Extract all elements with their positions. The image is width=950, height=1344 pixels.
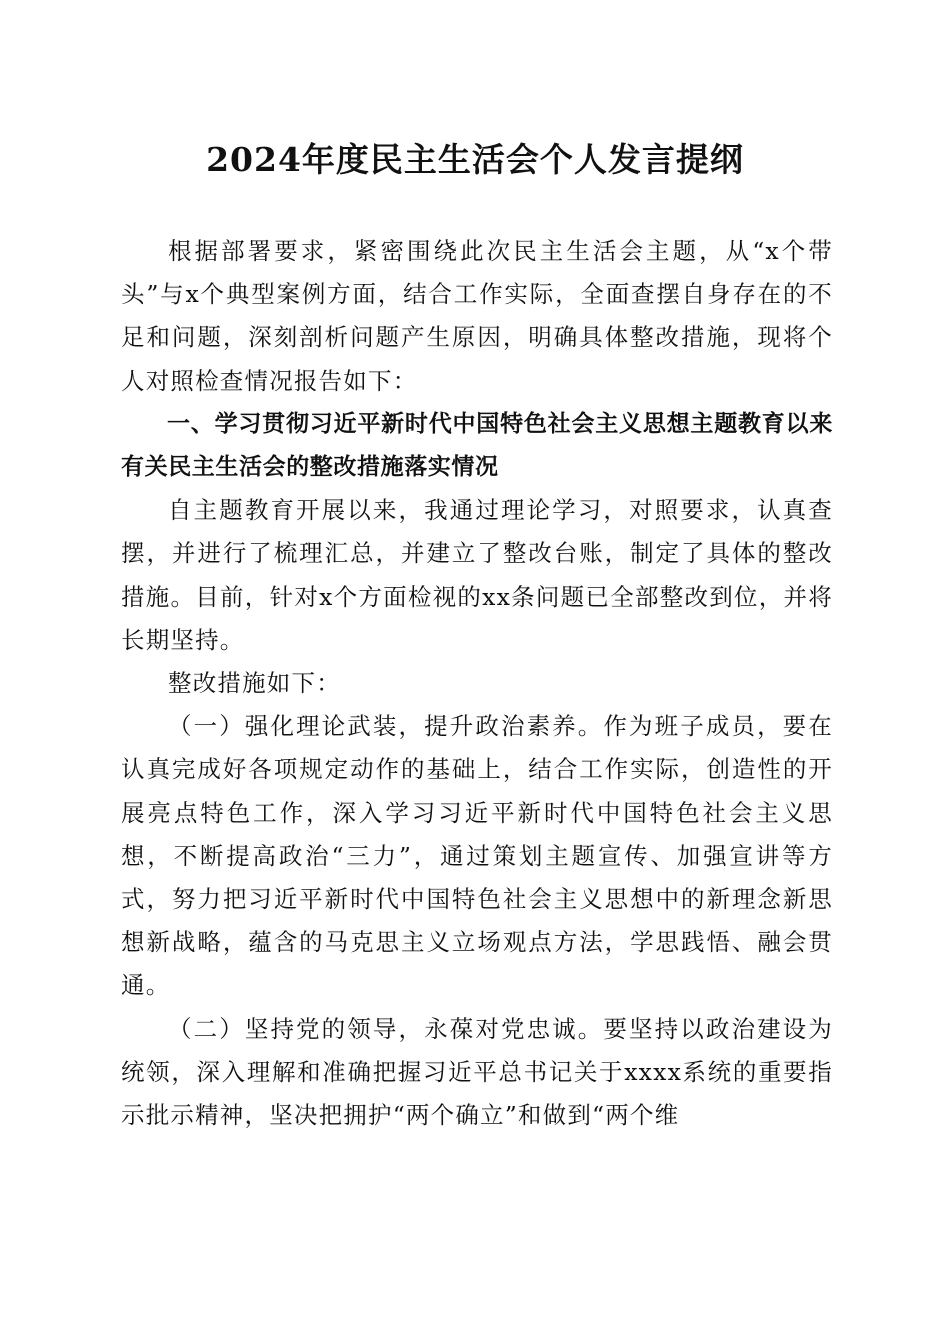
subsection-paragraph-2: （二）坚持党的领导，永葆对党忠诚。要坚持以政治建设为统领，深入理解和准确把握习近平总书记关于xxxx系统的重要指示批示精神，坚决把拥护“两个确立”和做到“两个维 xyxy=(121,1014,833,1130)
section-heading-1: 一、学习贯彻习近平新时代中国特色社会主义思想主题教育以来有关民主生活会的整改措施落实情况 xyxy=(121,410,833,481)
document-title: 2024年度民主生活会个人发言提纲 xyxy=(206,140,744,179)
subsection-paragraph-1: （一）强化理论武装，提升政治素养。作为班子成员，要在认真完成好各项规定动作的基础上，结合工作实际，创造性的开展亮点特色工作，深入学习习近平新时代中国特色社会主义思想，不断提高政治“三力”，通过策划主题宣传、加强宣讲等方式，努力把习近平新时代中国特色社会主义思想中的新理念新思想新战略，蕴含的马克思主义立场观点方法，学思践悟、融会贯通。 xyxy=(121,712,833,1000)
body-paragraph: 自主题教育开展以来，我通过理论学习，对照要求，认真查摆，并进行了梳理汇总，并建立了整改台账，制定了具体的整改措施。目前，针对x个方面检视的xx条问题已全部整改到位，并将长期坚持。 xyxy=(121,496,833,654)
intro-paragraph: 根据部署要求，紧密围绕此次民主生活会主题，从“x个带头”与x个典型案例方面，结合工作实际，全面查摆自身存在的不足和问题，深刻剖析问题产生原因，明确具体整改措施，现将个人对照检查情况报告如下： xyxy=(121,237,833,395)
document-body xyxy=(121,230,833,1137)
body-paragraph: 整改措施如下： xyxy=(168,669,341,698)
